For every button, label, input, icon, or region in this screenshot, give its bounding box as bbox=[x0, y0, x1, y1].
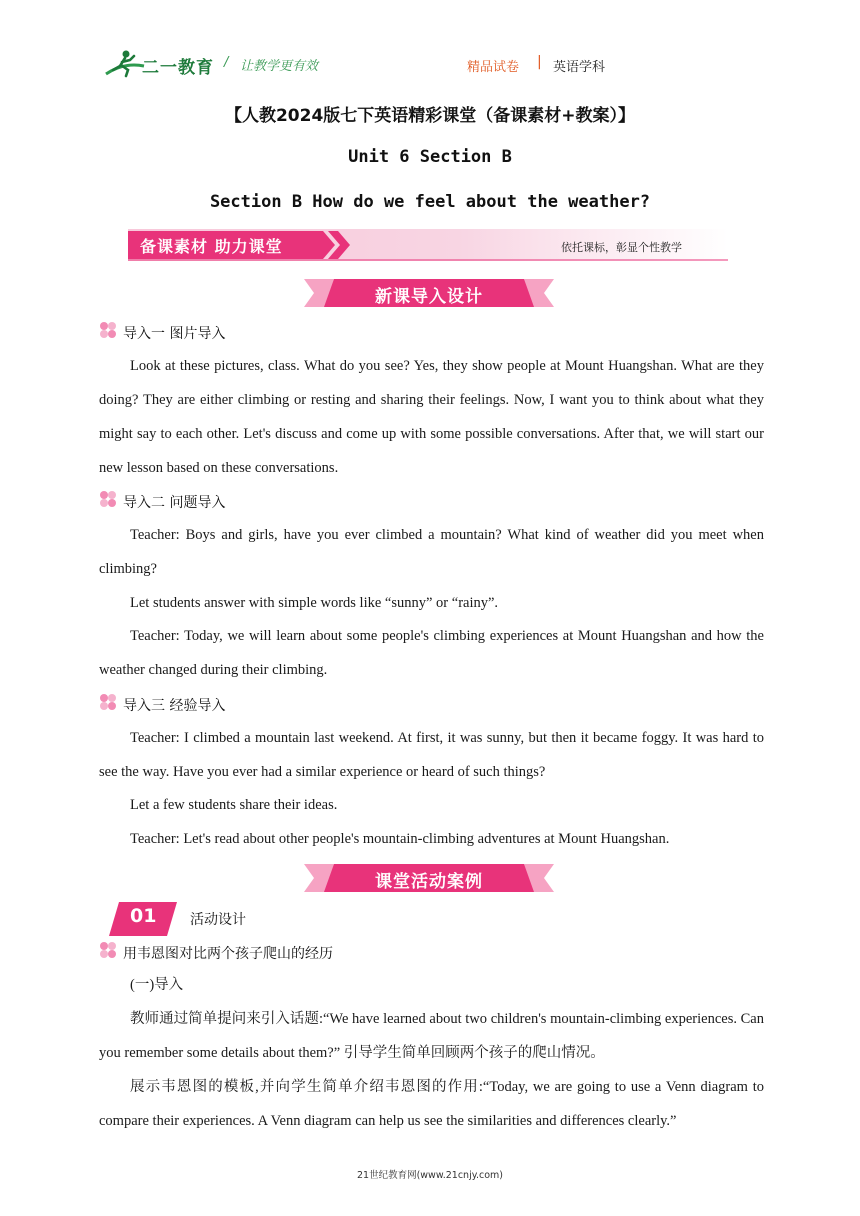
section-title: Section B How do we feel about the weather? bbox=[209, 192, 651, 212]
activity-step: (一)导入 bbox=[130, 977, 184, 993]
brand-tagline: 让教学更有效 bbox=[240, 59, 319, 74]
intro-3-heading: 导入三 经验导入 bbox=[123, 698, 226, 714]
flower-bullet-icon bbox=[99, 941, 117, 959]
intro-3-p3: Teacher: Let's read about other people's mountain-climbing adventures at Mount Huangshan. bbox=[130, 831, 670, 847]
activity-heading: 用韦恩图对比两个孩子爬山的经历 bbox=[123, 946, 333, 962]
banner-left-text: 备课素材 助力课堂 bbox=[140, 237, 283, 256]
intro-1-text: Look at these pictures, class. What do you see? Yes, they show people at Mount Huangshan. What are they doing? They are either climbing or resting and sharing their feelings. Now, I want you to think about what they might say to each other. Let's discuss and come up with some possible conversations. After that, we will start our new lesson based on these conversations. bbox=[99, 358, 764, 476]
flower-bullet-icon bbox=[99, 490, 117, 508]
intro-2-p2: Let students answer with simple words like “sunny” or “rainy”. bbox=[130, 595, 499, 611]
intro-3-p1: Teacher: I climbed a mountain last weekend. At first, it was sunny, but then it became foggy. It was hard to see the way. Have you ever had a similar experience or heard of such things? bbox=[99, 730, 764, 780]
intro-2-heading: 导入二 问题导入 bbox=[123, 495, 226, 511]
header-slash: / bbox=[224, 55, 229, 70]
intro-1-heading: 导入一 图片导入 bbox=[123, 326, 226, 342]
activity-number: 01 bbox=[130, 905, 157, 927]
unit-title: Unit 6 Section B bbox=[348, 147, 512, 167]
document-title: 【人教2024版七下英语精彩课堂（备课素材+教案）】 bbox=[224, 106, 636, 126]
ribbon-title-activity: 课堂活动案例 bbox=[375, 872, 483, 892]
activity-label: 活动设计 bbox=[190, 912, 246, 928]
intro-2-p1: Teacher: Boys and girls, have you ever climbed a mountain? What kind of weather did you meet when climbing? bbox=[99, 527, 764, 577]
activity-p1: 教师通过简单提问来引入话题:“We have learned about two children's mountain-climbing experiences. Can you remember some details about them?” 引导学生简单回顾两个孩子的爬山情况。 bbox=[99, 1011, 764, 1061]
activity-p2: 展示韦恩图的模板,并向学生简单介绍韦恩图的作用:“Today, we are going to use a Venn diagram to compare their experiences. A Venn diagram can help us see the similarities and differences clearly.” bbox=[99, 1079, 764, 1129]
brand-name: 二一教育 bbox=[142, 58, 214, 78]
intro-2-p3: Teacher: Today, we will learn about some people's climbing experiences at Mount Huangshan and how the weather changed during their climbing. bbox=[99, 628, 764, 678]
quality-label: 精品试卷 bbox=[467, 60, 520, 75]
ribbon-title-intro: 新课导入设计 bbox=[375, 287, 483, 307]
flower-bullet-icon bbox=[99, 693, 117, 711]
subject-label: 英语学科 bbox=[553, 60, 606, 75]
intro-3-p2: Let a few students share their ideas. bbox=[130, 797, 338, 813]
header-separator: | bbox=[537, 54, 542, 70]
banner-right-text: 依托课标，彰显个性教学 bbox=[561, 241, 682, 254]
page-footer: 21世纪教育网(www.21cnjy.com) bbox=[356, 1170, 503, 1181]
flower-bullet-icon bbox=[99, 321, 117, 339]
